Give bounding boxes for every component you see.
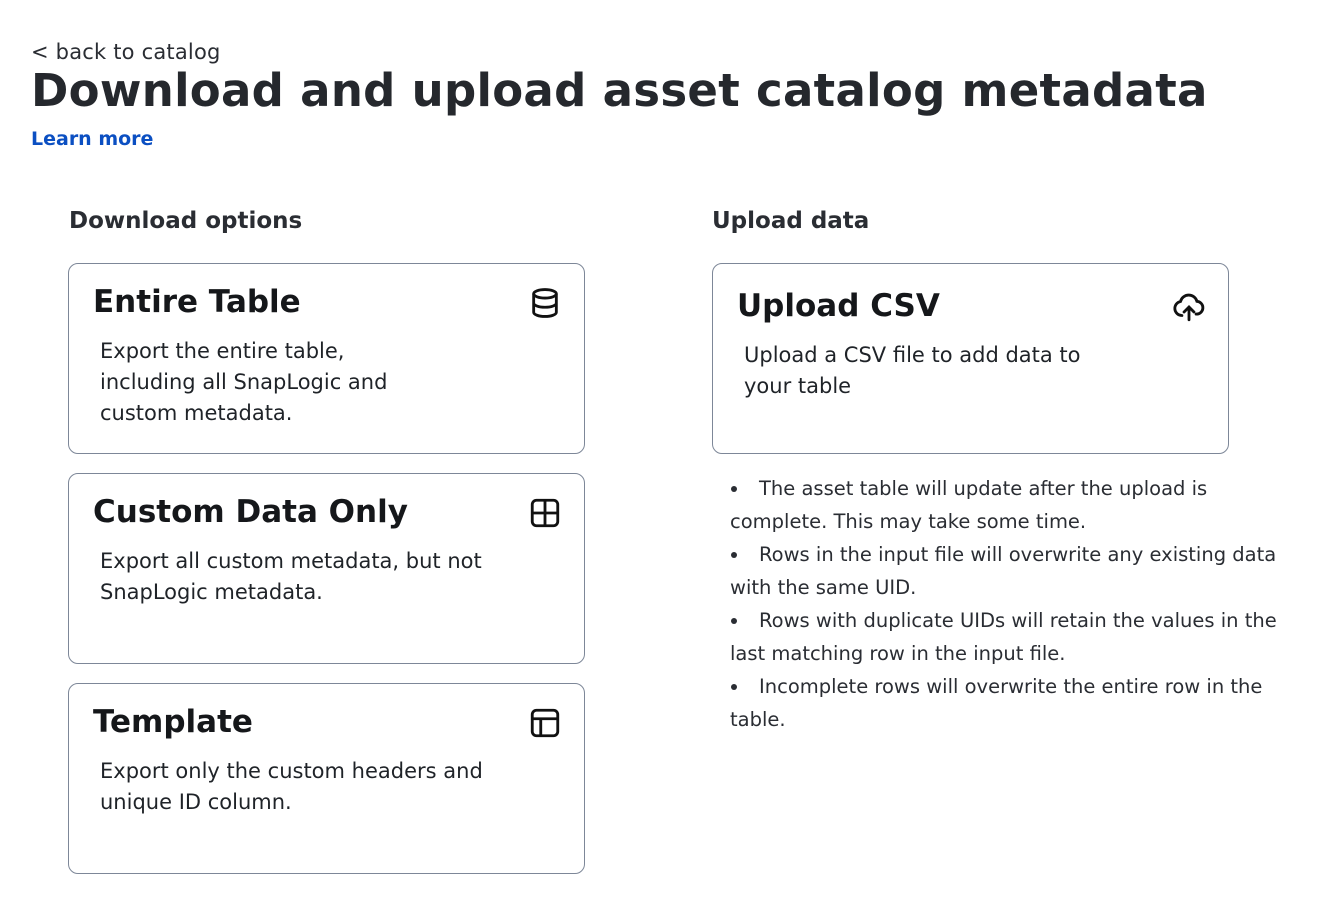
back-to-catalog-link[interactable]: < back to catalog xyxy=(31,40,221,64)
card-title: Custom Data Only xyxy=(93,494,408,530)
custom-data-only-card[interactable] xyxy=(68,473,585,664)
cloud-upload-icon xyxy=(1172,290,1206,324)
list-item: Incomplete rows will overwrite the entire row in the table. xyxy=(730,670,1305,736)
database-icon xyxy=(528,286,562,320)
card-title: Upload CSV xyxy=(737,288,940,324)
entire-table-card[interactable] xyxy=(68,263,585,454)
download-options-heading: Download options xyxy=(69,208,303,234)
upload-data-heading: Upload data xyxy=(712,208,870,234)
list-item: Rows in the input file will overwrite any existing data with the same UID. xyxy=(730,538,1305,604)
card-title: Template xyxy=(93,704,253,740)
page-title: Download and upload asset catalog metadata xyxy=(31,64,1208,117)
table-grid-icon xyxy=(528,496,562,530)
card-title: Entire Table xyxy=(93,284,301,320)
learn-more-link[interactable]: Learn more xyxy=(31,128,154,150)
list-item: Rows with duplicate UIDs will retain the values in the last matching row in the input file. xyxy=(730,604,1305,670)
card-description: Export all custom metadata, but not SnapLogic metadata. xyxy=(100,549,482,604)
table-layout-icon xyxy=(528,706,562,740)
upload-notes-list xyxy=(730,472,1305,736)
upload-csv-card[interactable] xyxy=(712,263,1229,454)
card-description: Export only the custom headers and unique ID column. xyxy=(100,759,483,814)
card-description: Upload a CSV file to add data to your table xyxy=(744,343,1081,398)
template-card[interactable] xyxy=(68,683,585,874)
list-item: The asset table will update after the upload is complete. This may take some time. xyxy=(730,472,1305,538)
card-description: Export the entire table, including all SnapLogic and custom metadata. xyxy=(100,339,388,425)
